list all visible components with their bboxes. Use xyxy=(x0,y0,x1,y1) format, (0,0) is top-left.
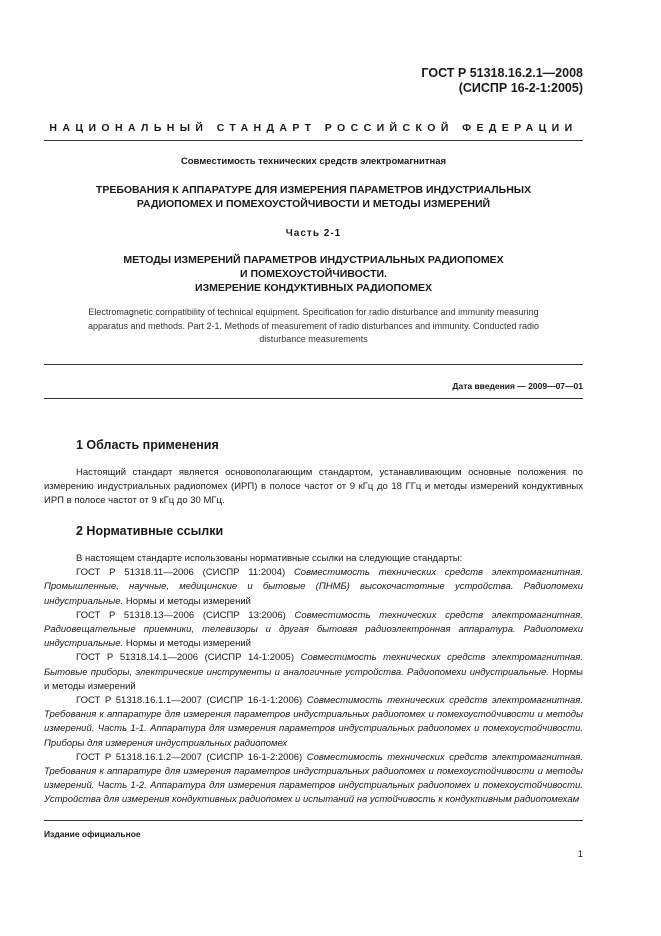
part-title xyxy=(44,253,583,295)
reference-code: ГОСТ Р 51318.16.1.1—2007 (СИСПР 16-1-1:2006) xyxy=(76,695,303,707)
document-number: ГОСТ Р 51318.16.2.1—2008 xyxy=(421,66,583,80)
english-title xyxy=(44,306,583,347)
section-1-text: Настоящий стандарт является основополагающим стандартом, устанавливающим основные положения по измерению индустриальных радиопомех (ИРП) в полосе частот от 9 кГц до 18 ГГц и методы измерений кондуктивных ИРП в полосе частот от 9 кГц до 30 МГц. xyxy=(44,467,583,507)
reference-item xyxy=(44,651,583,694)
national-standard-banner: НАЦИОНАЛЬНЫЙ СТАНДАРТ РОССИЙСКОЙ ФЕДЕРАЦИИ xyxy=(49,122,578,134)
reference-title: Совместимость технических средств электромагнитная. Требования к аппаратуре для измерения параметров индустриальных радиопомех и помехоустойчивости и методы измерений. Часть 1-2. Аппаратура для измерения параметров индустриальных радиопомех и помехоустойчивости. Устройства для измерения кондуктивных радиопомех и испытаний на устойчивость к кондуктивным радиопомехам xyxy=(44,751,584,806)
reference-title-tail: Нормы и методы измерений xyxy=(125,638,251,650)
standard-subtitle: Совместимость технических средств электромагнитная xyxy=(180,156,447,167)
date-divider xyxy=(44,398,583,399)
title-line: РАДИОПОМЕХ И ПОМЕХОУСТОЙЧИВОСТИ И МЕТОДЫ ИЗМЕРЕНИЙ xyxy=(136,198,491,210)
reference-code: ГОСТ Р 51318.16.1.2—2007 (СИСПР 16-1-2:2006) xyxy=(76,751,303,763)
page-number: 1 xyxy=(577,849,583,860)
english-title-line: apparatus and methods. Part 2-1. Methods of measurement of radio disturbances and immunity. Conducted radio xyxy=(87,320,540,331)
reference-code: ГОСТ Р 51318.13—2006 (СИСПР 13:2006) xyxy=(76,609,286,621)
english-title-line: Electromagnetic compatibility of technical equipment. Specification for radio disturbance and immunity measuring xyxy=(88,307,539,317)
section-1-heading: 1 Область применения xyxy=(76,438,219,452)
standard-title xyxy=(44,183,583,211)
reference-title: Совместимость технических средств электромагнитная. Требования к аппаратуре для измерения параметров индустриальных радиопомех и помехоустойчивости и методы измерений. Часть 1-1. Аппаратура для измерения параметров индустриальных радиопомех и помехоустойчивости. Приборы для измерения индустриальных радиопомех xyxy=(44,695,584,749)
reference-item xyxy=(44,694,583,751)
reference-title: Совместимость технических средств электромагнитная. Промышленные, научные, медицинские и бытовые (ПНМБ) высокочастотные устройства. Радиопомехи индустриальные. xyxy=(44,567,584,607)
reference-item xyxy=(44,566,583,609)
document-equivalent: (СИСПР 16-2-1:2005) xyxy=(458,81,583,95)
part-label: Часть 2-1 xyxy=(285,228,342,239)
part-title-line: ИЗМЕРЕНИЕ КОНДУКТИВНЫХ РАДИОПОМЕХ xyxy=(195,282,432,294)
part-title-line: И ПОМЕХОУСТОЙЧИВОСТИ. xyxy=(240,268,387,280)
edition-note: Издание официальное xyxy=(44,829,141,839)
reference-title: Совместимость технических средств электромагнитная. Бытовые приборы, электрические инструменты и аналогичные устройства. Радиопомехи индустриальные. xyxy=(44,652,583,678)
top-divider xyxy=(44,140,583,141)
effective-date: Дата введения — 2009—07—01 xyxy=(452,381,583,391)
middle-divider xyxy=(44,364,583,365)
footer-divider xyxy=(44,820,583,821)
reference-code: ГОСТ Р 51318.14.1—2006 (СИСПР 14-1:2005) xyxy=(76,652,295,664)
reference-title-tail: Нормы и методы измерений xyxy=(125,595,251,607)
reference-item xyxy=(44,609,583,652)
normative-references xyxy=(44,552,583,808)
reference-title-tail: Нормы и методы измерений xyxy=(44,666,583,692)
part-title-line: МЕТОДЫ ИЗМЕРЕНИЙ ПАРАМЕТРОВ ИНДУСТРИАЛЬНЫХ РАДИОПОМЕХ xyxy=(123,254,504,266)
reference-item xyxy=(44,751,583,808)
references-intro: В настоящем стандарте использованы нормативные ссылки на следующие стандарты: xyxy=(76,553,463,564)
document-header xyxy=(421,66,583,96)
section-2-heading: 2 Нормативные ссылки xyxy=(76,524,224,538)
reference-title: Совместимость технических средств электромагнитная. Радиовещательные приемники, телевизоры и другая бытовая радиоэлектронная аппаратура. Радиопомехи индустриальные. xyxy=(44,609,583,650)
title-line: ТРЕБОВАНИЯ К АППАРАТУРЕ ДЛЯ ИЗМЕРЕНИЯ ПАРАМЕТРОВ ИНДУСТРИАЛЬНЫХ xyxy=(95,184,532,196)
english-title-line: disturbance measurements xyxy=(259,334,368,344)
reference-code: ГОСТ Р 51318.11—2006 (СИСПР 11:2004) xyxy=(76,567,286,579)
